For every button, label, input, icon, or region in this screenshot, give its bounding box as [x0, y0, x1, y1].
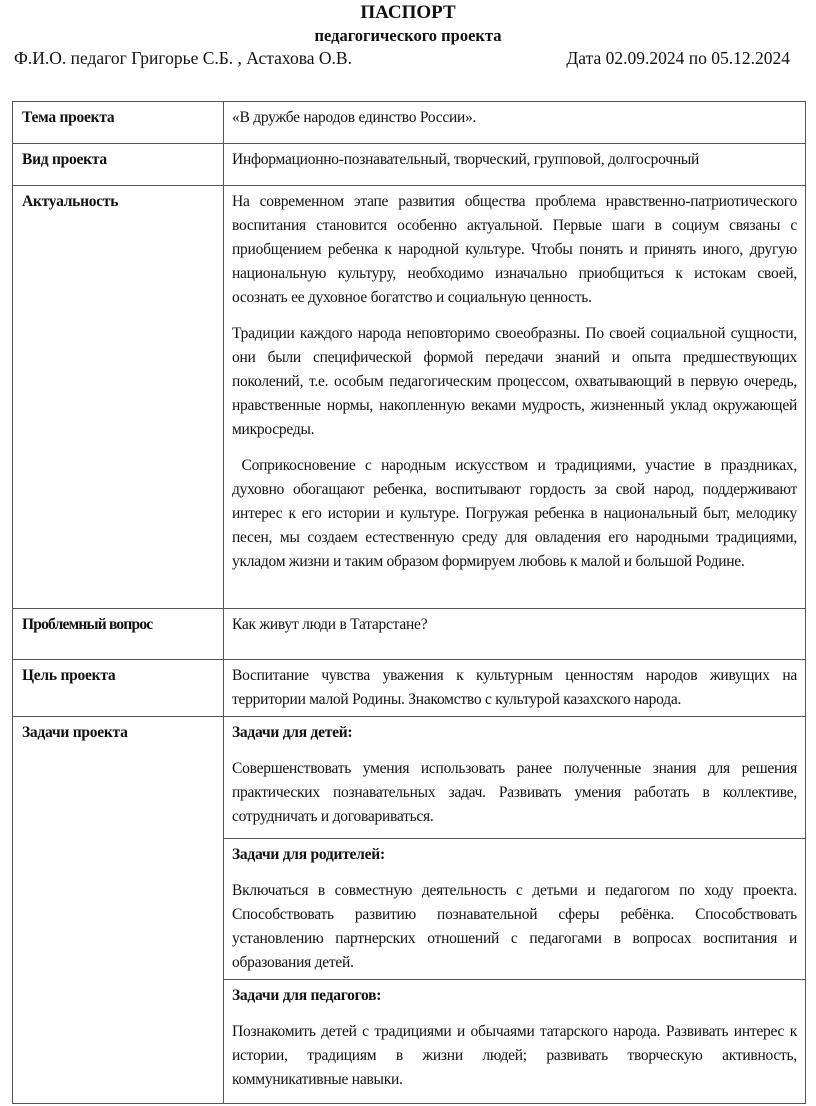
table-row-relevance	[13, 186, 806, 609]
table-row-type	[13, 144, 806, 186]
subheading: Задачи для детей:	[232, 724, 353, 741]
passport-table	[12, 101, 806, 1104]
paragraph: Соприкосновение с народным искусством и традициями, участие в праздниках, духовно обогащают ребенка, воспитывают гордость за свой народ, поддерживают интерес к его истории и культуре. Погружая ребенка в национальный быт, мелодику песен, мы создаем естественную среду для овладения его народными традициями, укладом жизни и таким образом формируем любовь к малой и большой Родине.	[232, 457, 801, 570]
row-value: «В дружбе народов единство России».	[224, 102, 806, 144]
paragraph: Традиции каждого народа неповторимо своеобразны. По своей социальной сущности, они были специфической формой передачи знаний и опыта предшествующих поколений, т.е. особым педагогическим процессом, охватывающий в первую очередь, нравственные нормы, накопленную веками мудрость, жизненный уклад окружающей микросреды.	[232, 325, 797, 438]
row-value	[224, 717, 806, 839]
table-row-goal	[13, 660, 806, 717]
row-value	[224, 186, 806, 609]
document-title: ПАСПОРТ	[360, 2, 456, 23]
subheading: Задачи для родителей:	[232, 846, 385, 863]
document-subtitle: педагогического проекта	[314, 26, 502, 45]
authors: Ф.И.О. педагог Григорье С.Б. , Астахова О.В.	[14, 48, 352, 68]
paragraph: Познакомить детей с традициями и обычаями татарского народа. Развивать интерес к истории, традициям в жизни людей; развивать творческую активность, коммуникативные навыки.	[232, 1023, 797, 1088]
project-dates: Дата 02.09.2024 по 05.12.2024	[566, 48, 790, 68]
paragraph: Совершенствовать умения использовать ранее полученные знания для решения практических познавательных задач. Развивать умения работать в коллективе, сотрудничать и договариваться.	[232, 760, 797, 825]
paragraph: Включаться в совместную деятельность с детьми и педагогом по ходу проекта. Способствовать развитию познавательной сферы ребёнка. Способствовать установлению партнерских отношений с педагогами в вопросах воспитания и образования детей.	[232, 882, 797, 971]
row-value: Информационно-познавательный, творческий, групповой, долгосрочный	[224, 144, 806, 186]
table-row-theme	[13, 102, 806, 144]
row-value: Как живут люди в Татарстане?	[224, 609, 806, 660]
row-value: Воспитание чувства уважения к культурным ценностям народов живущих на территории малой Родины. Знакомство с культурой казахского народа.	[224, 660, 806, 717]
row-label: Вид проекта	[13, 144, 224, 186]
table-row-question	[13, 609, 806, 660]
row-value	[224, 980, 806, 1104]
paragraph: На современном этапе развития общества проблема нравственно-патриотического воспитания становится особенно актуальной. Первые шаги в социум связаны с приобщением ребенка к народной культуре. Чтобы понять и принять иного, другую национальную культуру, необходимо изначально приобщиться к истокам своей, осознать ее духовное богатство и социальную ценность.	[232, 193, 797, 306]
row-label: Задачи проекта	[13, 717, 224, 1104]
row-value	[224, 839, 806, 980]
row-label: Актуальность	[13, 186, 224, 609]
row-label: Тема проекта	[13, 102, 224, 144]
subheading: Задачи для педагогов:	[232, 987, 382, 1004]
table-row-tasks-children	[13, 717, 806, 839]
row-label: Цель проекта	[13, 660, 224, 717]
row-label: Проблемный вопрос	[13, 609, 224, 660]
